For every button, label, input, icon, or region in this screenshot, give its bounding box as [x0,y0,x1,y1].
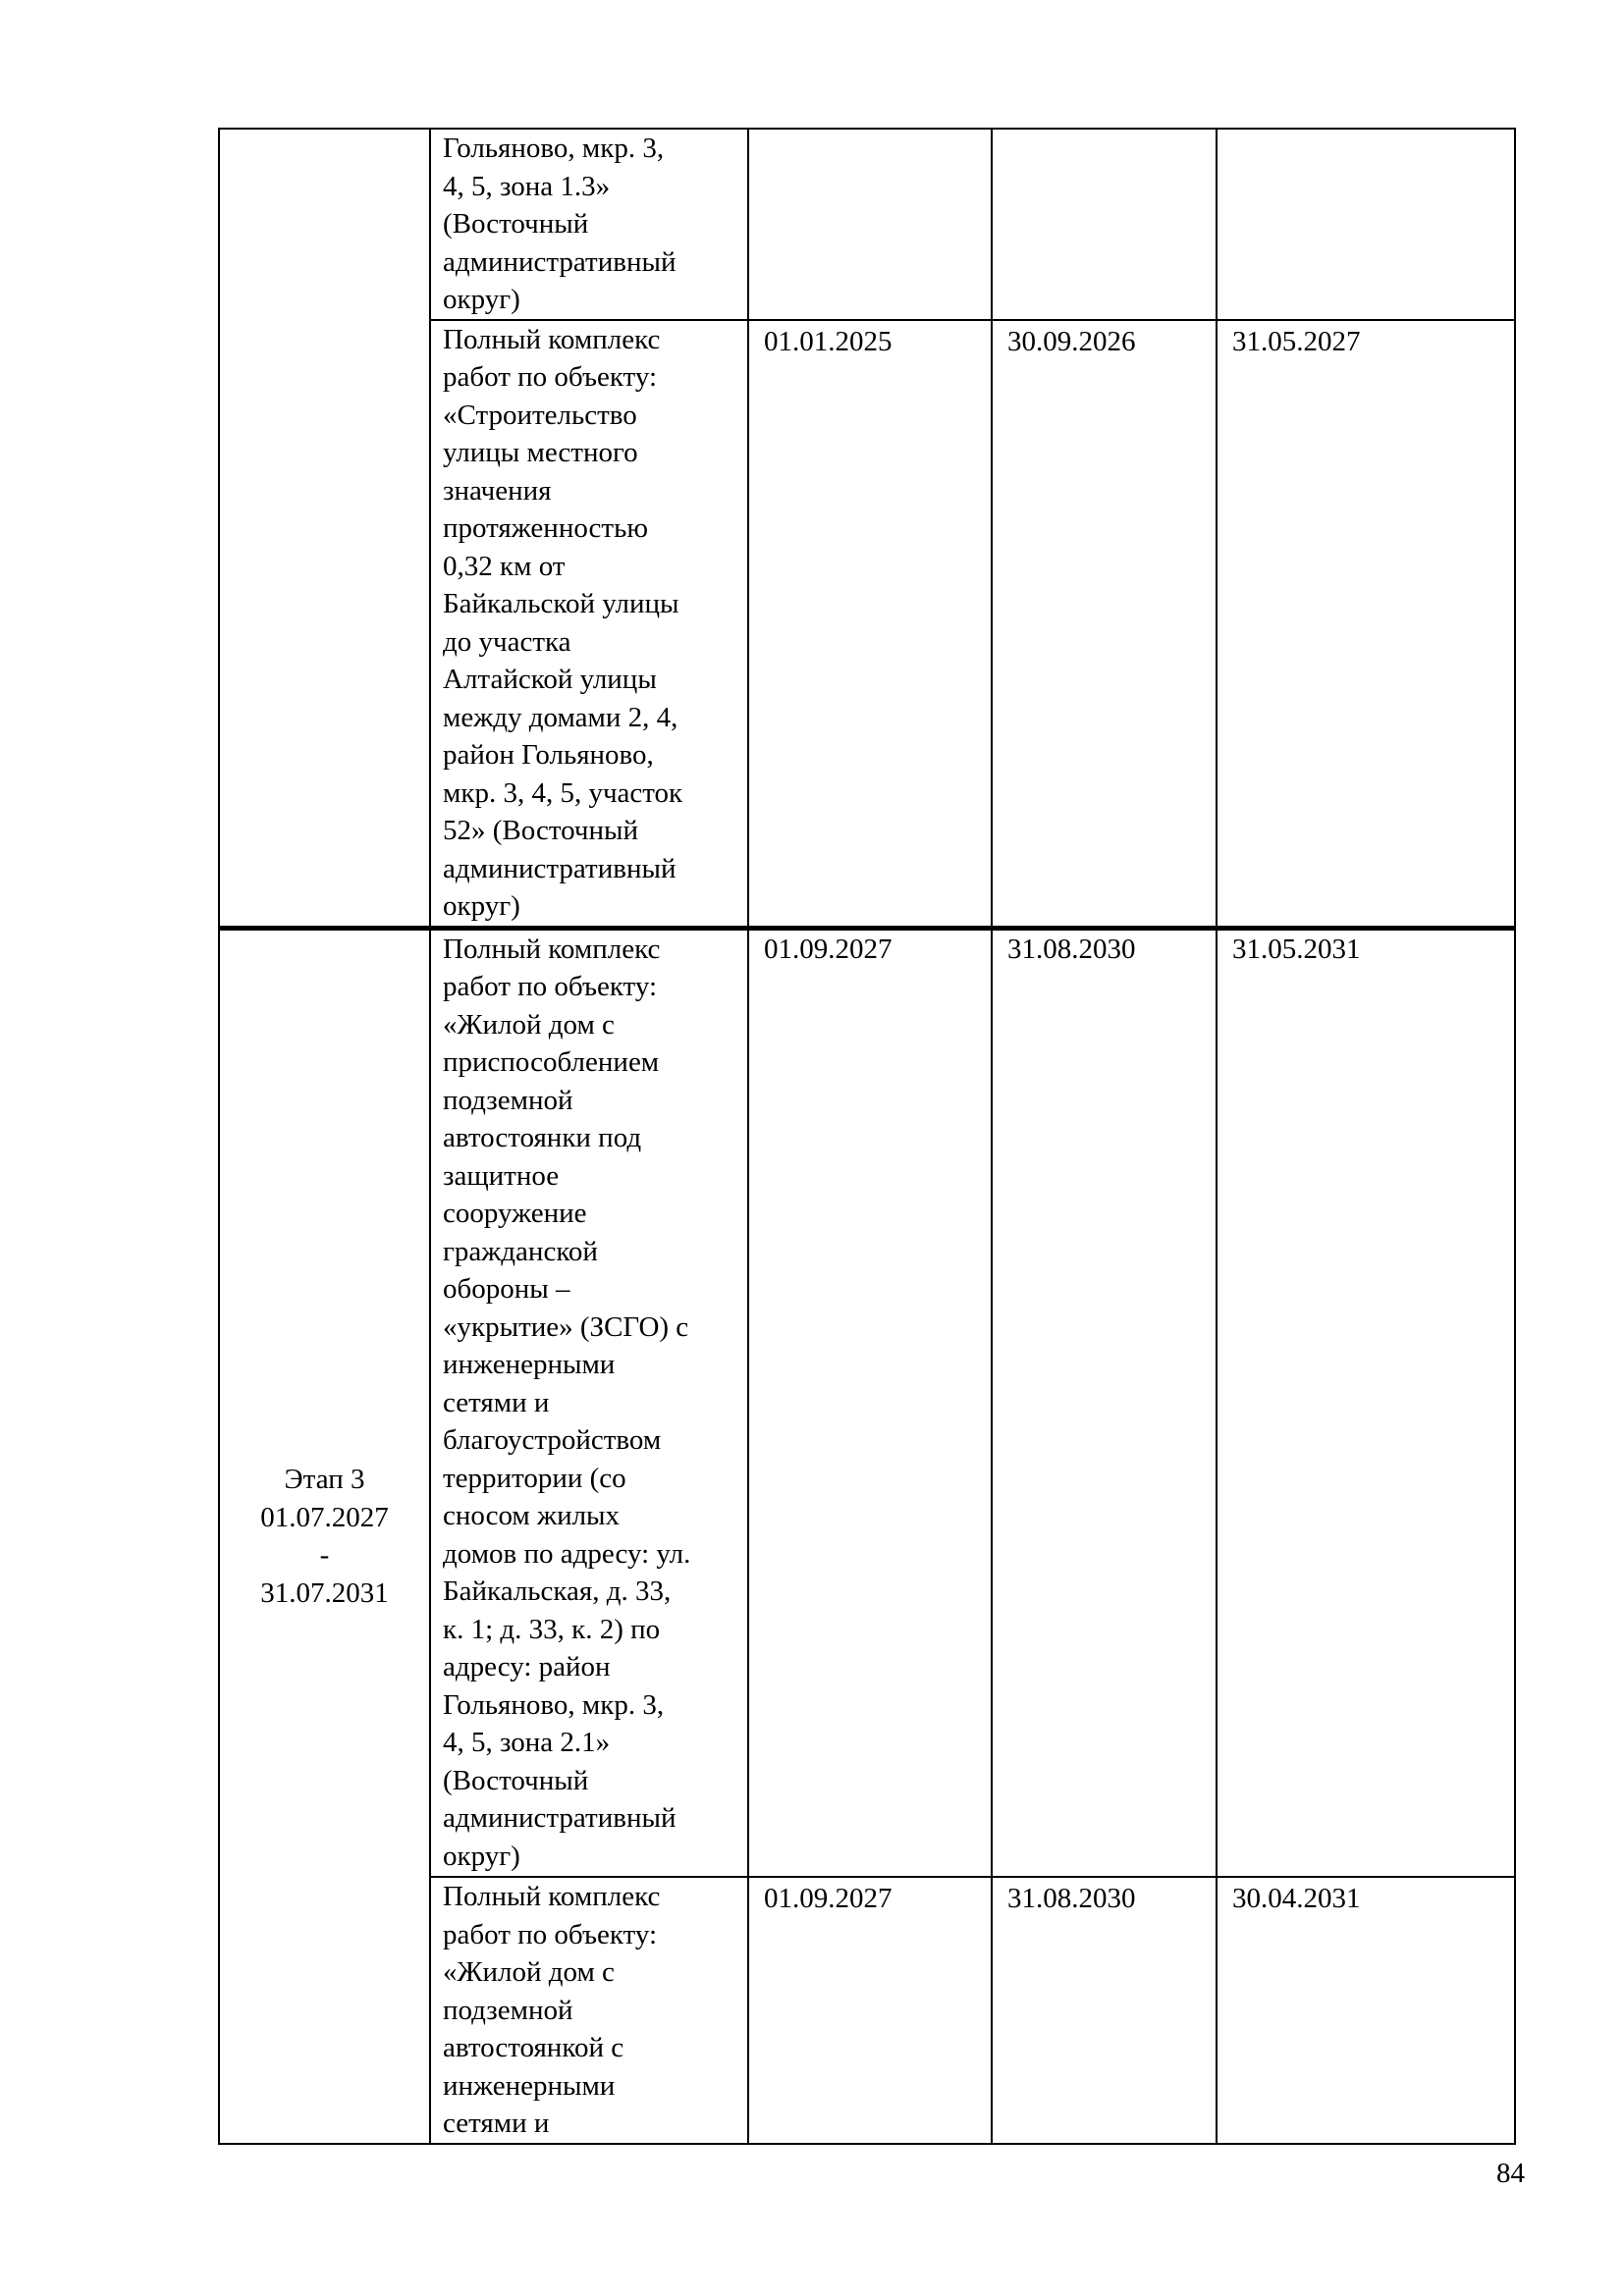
stage-schedule-table [218,128,1516,2145]
object-description: Гольяново, мкр. 3, 4, 5, зона 1.3» (Восточный административный округ) [430,129,748,320]
table-row [219,129,1515,320]
start-date: 01.09.2027 [748,1877,992,2144]
stage-end-date: 31.07.2031 [260,1576,389,1609]
stage-date-separator: - [319,1539,330,1572]
completion-date: 31.08.2030 [992,928,1217,1877]
stage-cell-empty [219,129,430,928]
commissioning-date: 31.05.2027 [1217,320,1515,929]
stage-cell [219,928,430,2144]
object-description: Полный комплекс работ по объекту: «Строительство улицы местного значения протяженностью 0,32 км от Байкальской улицы до участка Алтайской улицы между домами 2, 4, район Гольяново, мкр. 3, 4, 5, участок 52» (Восточный административный округ) [430,320,748,929]
start-date [748,129,992,320]
start-date: 01.01.2025 [748,320,992,929]
object-description: Полный комплекс работ по объекту: «Жилой дом с подземной автостоянкой с инженерными сетями и [430,1877,748,2144]
completion-date: 31.08.2030 [992,1877,1217,2144]
commissioning-date: 31.05.2031 [1217,928,1515,1877]
commissioning-date: 30.04.2031 [1217,1877,1515,2144]
table-row [219,928,1515,1877]
object-description: Полный комплекс работ по объекту: «Жилой дом с приспособлением подземной автостоянки под защитное сооружение гражданской обороны – «укрытие» (ЗСГО) с инженерными сетями и благоустройством территории (со сносом жилых домов по адресу: ул. Байкальская, д. 33, к. 1; д. 33, к. 2) по адресу: район Гольяново, мкр. 3, 4, 5, зона 2.1» (Восточный административный округ) [430,928,748,1877]
page-number: 84 [1496,2158,1525,2189]
stage-name: Этап 3 [284,1464,365,1496]
start-date: 01.09.2027 [748,928,992,1877]
completion-date: 30.09.2026 [992,320,1217,929]
completion-date [992,129,1217,320]
commissioning-date [1217,129,1515,320]
stage-start-date: 01.07.2027 [260,1501,389,1533]
